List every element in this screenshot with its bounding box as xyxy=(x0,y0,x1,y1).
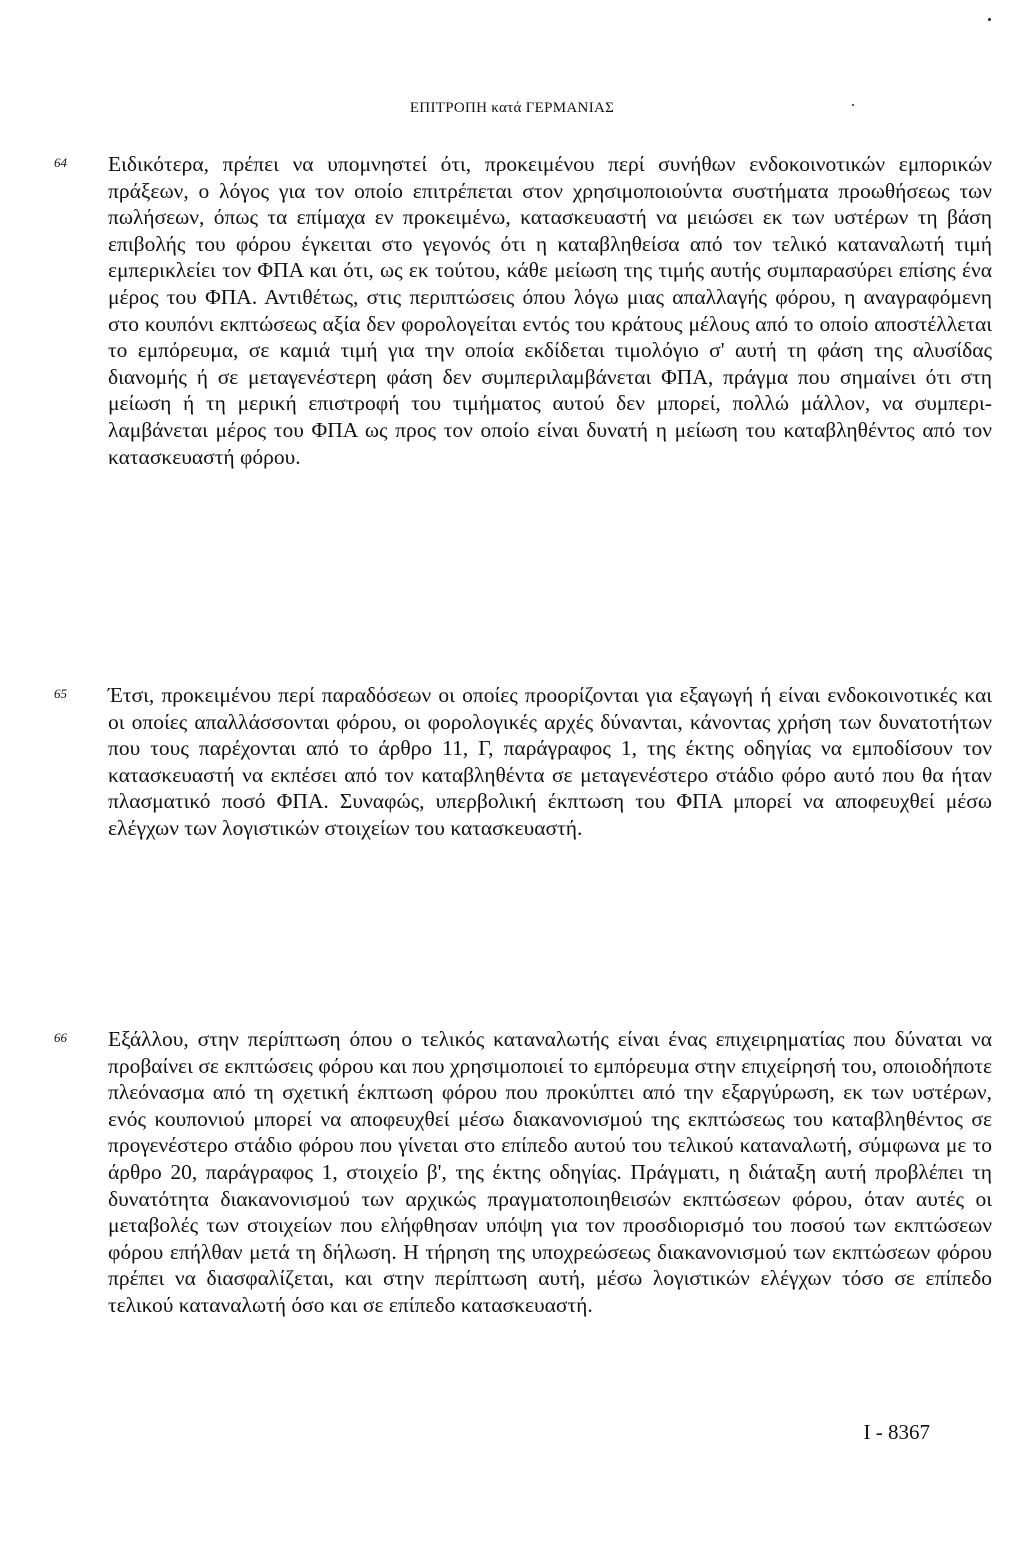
scan-speck xyxy=(852,104,854,106)
paragraph-text: Έτσι, προκειμένου περί παραδόσεων οι οποίες προορίζονται για εξαγωγή ή είναι ενδοκοινοτικές και οι οποίες απαλλάσσονται φόρου, οι φορολογικές αρχές δύνανται, κάνοντας χρήση των δυνατοτήτων που τους παρέχονται από το άρθρο 11, Γ, παράγραφος 1, της έκτης οδηγίας να εμποδίσουν τον κατασκευαστή να εκπέσει από τον καταβληθέντα σε μεταγενέστερο στάδιο φόρο αυτό που θα ήταν πλασματικό ποσό ΦΠΑ. Συναφώς, υπερβολική έκπτωση του ΦΠΑ μπορεί να αποφευχθεί μέσω ελέγχων των λογιστικών στοιχείων του κατασκευαστή. xyxy=(108,683,992,840)
running-header: ΕΠΙΤΡΟΠΗ κατά ΓΕΡΜΑΝΙΑΣ xyxy=(409,100,615,116)
paragraph-number: 64 xyxy=(54,155,67,170)
paragraph-64 xyxy=(54,151,992,470)
paragraph-text: Ειδικότερα, πρέπει να υπομνηστεί ότι, προκειμένου περί συνήθων ενδοκοινοτικών εμπορικών πράξεων, ο λόγος για τον οποίο επιτρέπεται στον χρησιμοποιούντα συστήματα προωθήσεως των πωλήσεων, όπως τα επίμαχα εν προκειμένω, κατασκευαστή να μειώσει εκ των υστέρων τη βάση επιβολής του φόρου έγκειται στο γεγονός ότι η καταβληθείσα από τον τελικό καταναλωτή τιμή εμπερικλείει τον ΦΠΑ και ότι, ως εκ τούτου, κάθε μείωση της τιμής αυτής συμπαρασύρει επίσης ένα μέρος του ΦΠΑ. Αντιθέτως, στις περιπτώσεις όπου λόγω μιας απαλλαγής φόρου, η αναγραφόμενη στο κουπόνι εκπτώσεως αξία δεν φορολογείται εντός του κράτους μέλους από το οποίο αποστέλλεται το εμπόρευμα, σε καμιά τιμή για την οποία εκδίδεται τιμολόγιο σ' αυτή τη φάση της αλυσίδας διανομής ή σε μεταγενέστερη φάση δεν συμπεριλαμβάνεται ΦΠΑ, πράγμα που σημαίνει ότι στη μείωση ή τη μερική επιστροφή του τιμήματος αυτού δεν μπορεί, πολλώ μάλλον, να συμπεριλαμβάνεται μέρος του ΦΠΑ ως προς τον οποίο είναι δυνατή η μείωση του καταβληθέντος από τον κατασκευαστή φόρου. xyxy=(108,152,992,469)
paragraph-number: 65 xyxy=(54,686,67,701)
paragraph-66 xyxy=(54,1026,992,1319)
page-number: I - 8367 xyxy=(863,1420,930,1444)
paragraph-text: Εξάλλου, στην περίπτωση όπου ο τελικός καταναλωτής είναι ένας επιχειρηματίας που δύναται να προβαίνει σε εκπτώσεις φόρου και που χρησιμοποιεί το εμπόρευμα στην επιχείρησή του, οποιοδήποτε πλεόνασμα από τη σχετική έκπτωση φόρου που προκύπτει από την εξαργύρωση, εκ των υστέρων, ενός κουπονιού μπορεί να αποφευχθεί μέσω διακανονισμού της εκπτώσεως του καταβληθέντος σε προγενέστερο στάδιο φόρου που γίνεται στο επίπεδο αυτού του τελικού καταναλωτή, σύμφωνα με το άρθρο 20, παράγραφος 1, στοιχείο β', της έκτης οδηγίας. Πράγματι, η διάταξη αυτή προβλέπει τη δυνατότητα διακανονισμού των αρχικώς πραγματοποιηθεισών εκπτώσεων φόρου, όταν αυτές οι μεταβολές των στοιχείων που ελήφθησαν υπόψη για τον προσδιορισμό του ποσού των εκπτώσεων φόρου επήλθαν μετά τη δήλωση. Η τήρηση της υποχρεώσεως διακανονισμού των εκπτώσεων φόρου πρέπει να διασφαλίζεται, και στην περίπτωση αυτή, μέσω λογιστικών ελέγχων τόσο σε επίπεδο τελικού καταναλωτή όσο και σε επίπεδο κατασκευαστή. xyxy=(108,1027,992,1317)
paragraph-number: 66 xyxy=(54,1030,67,1045)
scan-speck xyxy=(988,18,991,21)
paragraph-65 xyxy=(54,682,992,842)
